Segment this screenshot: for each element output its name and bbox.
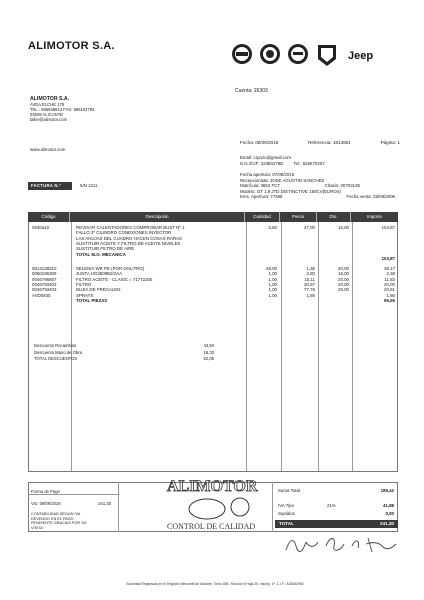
registry-footer: Sociedad Registrada en el Registro Mercantil de Alicante, Tomo 855, Sección 8 Hoja 25, Inscrip. 1ª. C.I.F.: A03052960 xyxy=(126,582,304,586)
vat-label: IVA Tipo xyxy=(278,503,295,508)
part-discount: 40,00 xyxy=(338,266,349,271)
part-description: FILTRO ACEITE - CLASIC = 71772205 xyxy=(76,276,153,282)
seller-email: taller@alimotor.com xyxy=(30,117,68,122)
part-description: FILTRO xyxy=(76,281,92,287)
part-code: 0046796867 xyxy=(32,276,57,282)
table-header xyxy=(28,212,398,222)
document-number: 5/N 1211 xyxy=(80,183,98,188)
grand-total-value: 241,30 xyxy=(379,521,394,526)
part-price: 1,35 xyxy=(306,266,315,271)
brand-logos xyxy=(230,40,380,70)
part-qty: 1,00 xyxy=(268,281,277,287)
grand-total-bar xyxy=(275,520,398,528)
labour-line: SUSTITUIR FILTRO DE AIRE xyxy=(76,246,135,252)
part-amount: 2,38 xyxy=(386,271,395,277)
seller-address: AVDA ELCHE 178 xyxy=(30,102,65,107)
labour-line: LAS AHUJAS DEL CUADRO HACEN COSAS RARAS xyxy=(76,235,182,241)
part-price: 1,86 xyxy=(306,292,315,298)
lancia-logo xyxy=(288,44,308,64)
part-discount: 20,00 xyxy=(338,276,349,282)
supplies-label: Suplidos xyxy=(278,511,295,516)
labour-discount: 15,00 xyxy=(338,225,349,230)
vehicle-details xyxy=(240,172,410,200)
part-qty: 1,00 xyxy=(268,276,277,282)
labour-line: FALLO 3º CILINDRO CONEXIONES INYECTOR xyxy=(76,230,172,236)
part-qty: 1,00 xyxy=(268,287,277,293)
parts-total-value: 95,55 xyxy=(384,298,395,303)
vat-rate: 21% xyxy=(327,503,336,508)
header-discount: Dto. xyxy=(317,212,351,222)
document-type-tag: FACTURA N.º xyxy=(28,182,72,190)
customer-tel: Tel.: 626670207 xyxy=(293,161,325,166)
part-qty: 48,00 xyxy=(266,266,277,271)
summary-value: 62,05 xyxy=(203,356,214,361)
part-amount: 20,00 xyxy=(384,281,395,287)
grand-total-label: TOTAL xyxy=(279,521,294,526)
opening-kms: Kms. Apertura: 77396 xyxy=(240,194,283,200)
seller-web: www.alimotor.com xyxy=(30,147,66,152)
stamp-quality: CONTROL DE CALIDAD xyxy=(167,522,256,531)
part-description: SPRAYS xyxy=(76,292,94,298)
part-price: 77,76 xyxy=(304,287,315,293)
seller-name: ALIMOTOR S.A. xyxy=(30,96,70,102)
part-price: 15,11 xyxy=(304,276,315,282)
base-label: Suma Total xyxy=(278,488,300,493)
jeep-logo: Jeep xyxy=(348,50,374,62)
invoice-date: Fecha: 08/09/2016 xyxy=(240,140,279,145)
parts-total-label: TOTAL PIEZAS xyxy=(76,298,108,303)
header-description: Descripción xyxy=(70,212,245,222)
due-date-label: Vto: 08/09/2016 xyxy=(31,501,61,506)
license-plate: Matrícula: 3552 FCT xyxy=(240,183,281,189)
base-value: 199,42 xyxy=(380,488,394,493)
payment-method-label: Forma de Pago xyxy=(31,489,60,494)
vat-value: 41,88 xyxy=(383,503,394,508)
header-price: Precio xyxy=(280,212,317,222)
header-quantity: Cantidad xyxy=(245,212,280,222)
summary-label: Descuento Mano de Obra xyxy=(34,349,82,355)
seller-phone: TEL.: 965948913 FAX: 965102793 xyxy=(30,107,95,112)
part-discount: 25,00 xyxy=(338,287,349,293)
part-code: 0060196309 xyxy=(32,271,57,277)
summary-row xyxy=(34,356,214,363)
header-amount: Importe xyxy=(367,214,382,219)
client-number: Cuenta: 26303 xyxy=(235,88,268,94)
customer-contact xyxy=(240,155,325,167)
payment-note: CONTABILIDAD SEGÚN IVA DEVENGO EN EL PAGO PENDIENTE GRACIAS POR SU VISITA xyxy=(31,512,87,530)
labour-total-label: TOTAL M.O. MECANICA xyxy=(76,251,126,257)
reference: Referencia: 1914861 xyxy=(308,140,351,145)
part-discount: 15,00 xyxy=(338,271,349,277)
stamp-company: ALIMOTOR xyxy=(167,478,258,495)
part-amount: 1,86 xyxy=(386,292,395,298)
part-description: SELENIA WR PE (POR DOLITRO) xyxy=(76,266,145,271)
labour-code: 0530a10 xyxy=(32,225,50,230)
part-price: 2,80 xyxy=(306,271,315,277)
seller-block xyxy=(30,96,150,122)
labour-line: SUSTITUIR ACEITE Y FILTRO DE ACEITE NIVELES xyxy=(76,240,181,246)
part-description: JUNTA HG3609B2/2AA xyxy=(76,271,123,277)
receptionist: Recepcionista: JOSE AGUSTIN SANCHEZ xyxy=(240,177,325,183)
quality-control-stamp xyxy=(165,477,265,532)
supplies-value: 0,00 xyxy=(385,511,394,516)
seller-city: 03008 ALICANTE xyxy=(30,112,64,117)
summary-label: Descuento Recambios xyxy=(34,343,77,348)
part-description: BUJIA DE PRECALEN. xyxy=(76,287,122,293)
summary-value: 43,50 xyxy=(203,343,214,348)
opening-date: Fecha apertura: 07/09/2016 xyxy=(240,172,295,177)
fiat-logo xyxy=(232,44,252,64)
part-code: AVD0400 xyxy=(32,292,51,298)
summary-value: 18,33 xyxy=(203,349,214,355)
summary-label: TOTAL DESCUENTOS xyxy=(34,356,78,361)
labour-line: REVISAR CALENTADORES COMPROBAR BUST Nº 1 xyxy=(76,225,185,230)
part-amount: 38,17 xyxy=(384,266,395,271)
labour-qty: 2,60 xyxy=(268,225,277,230)
part-code: 0046793403 xyxy=(32,287,57,293)
vehicle-model: Modelo: GT 1.9 JTD DISTINCTIVE 150CV(EURO4) xyxy=(240,188,341,194)
company-name: ALIMOTOR S.A. xyxy=(28,40,115,52)
customer-nif: D.N.I/CIF: 22380278D xyxy=(240,161,284,166)
document-dates xyxy=(240,140,400,145)
abarth-logo xyxy=(318,45,336,66)
handwritten-signature xyxy=(282,530,407,558)
due-date-row xyxy=(31,501,111,506)
page-number: Página: 1 xyxy=(380,140,400,145)
part-code: 0046793403 xyxy=(32,281,57,287)
labour-total-value: 103,87 xyxy=(381,256,395,261)
discount-summary xyxy=(34,343,214,363)
labour-price: 47,00 xyxy=(304,225,315,230)
alfa-romeo-logo xyxy=(260,44,280,64)
part-qty: 1,00 xyxy=(268,292,277,298)
part-discount: 20,00 xyxy=(338,281,349,287)
labour-amount: 103,87 xyxy=(381,225,395,230)
chassis: Chasis: 00703135 xyxy=(324,183,360,189)
due-date-value: 241,30 xyxy=(98,501,111,506)
part-amount: 20,81 xyxy=(384,287,395,293)
part-code: 0014128210 xyxy=(32,266,57,271)
part-price: 20,67 xyxy=(304,281,315,287)
header-code: Código xyxy=(28,212,70,222)
sale-date: Fecha venta: 28/09/2006 xyxy=(346,194,395,200)
part-qty: 1,00 xyxy=(268,271,277,277)
customer-email: Email: crpozo@gmail.com xyxy=(240,155,292,160)
part-amount: 11,83 xyxy=(384,276,395,282)
